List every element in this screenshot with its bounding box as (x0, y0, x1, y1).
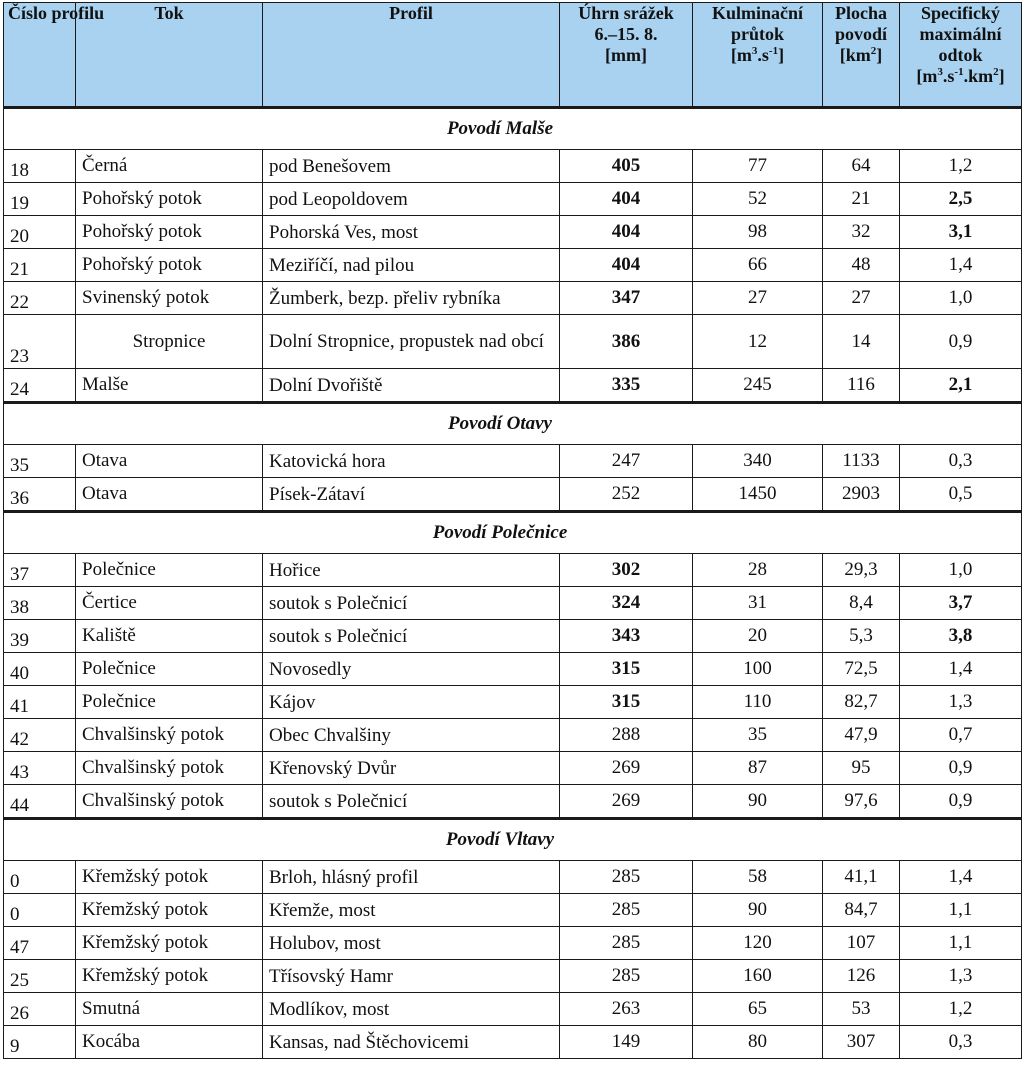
precipitation-cell: 404 (560, 216, 693, 249)
precipitation-cell: 386 (560, 315, 693, 369)
profile-cell: Pohorská Ves, most (263, 216, 560, 249)
table-row (4, 150, 1022, 183)
specific-runoff-cell: 1,1 (900, 894, 1022, 927)
catchment-area-cell: 2903 (823, 478, 900, 512)
peak-discharge-cell: 340 (693, 445, 823, 478)
specific-runoff-cell: 1,4 (900, 653, 1022, 686)
table-row (4, 282, 1022, 315)
peak-discharge-cell: 35 (693, 719, 823, 752)
stream-cell: Pohořský potok (76, 249, 263, 282)
profile-number-cell: 22 (4, 282, 76, 315)
profile-number-cell: 41 (4, 686, 76, 719)
profile-cell: Brloh, hlásný profil (263, 861, 560, 894)
profile-number-cell: 44 (4, 785, 76, 819)
stream-cell: Čertice (76, 587, 263, 620)
peak-discharge-cell: 98 (693, 216, 823, 249)
precipitation-cell: 405 (560, 150, 693, 183)
catchment-area-cell: 116 (823, 369, 900, 403)
table-row (4, 369, 1022, 403)
precipitation-cell: 269 (560, 752, 693, 785)
catchment-area-cell: 95 (823, 752, 900, 785)
specific-runoff-cell: 0,9 (900, 752, 1022, 785)
table-row (4, 587, 1022, 620)
peak-discharge-cell: 52 (693, 183, 823, 216)
precipitation-cell: 343 (560, 620, 693, 653)
section-title: Povodí Malše (446, 118, 554, 139)
specific-runoff-cell: 0,9 (900, 785, 1022, 819)
stream-cell: Pohořský potok (76, 183, 263, 216)
stream-cell: Křemžský potok (76, 960, 263, 993)
section-row (4, 403, 1022, 445)
header-plocha: Plocha povodí $[km^2]$ (823, 3, 900, 108)
profile-number-cell: 23 (4, 315, 76, 369)
profile-number-cell: 24 (4, 369, 76, 403)
table-row (4, 445, 1022, 478)
profile-number-cell: 38 (4, 587, 76, 620)
header-cislo: Číslo profilu (4, 3, 76, 108)
section-title-cell (4, 819, 1022, 861)
specific-runoff-cell: 0,5 (900, 478, 1022, 512)
profile-cell: Modlíkov, most (263, 993, 560, 1026)
table-row (4, 554, 1022, 587)
peak-discharge-cell: 100 (693, 653, 823, 686)
profile-cell: Obec Chvalšiny (263, 719, 560, 752)
section-title: Povodí Vltavy (445, 829, 555, 850)
precipitation-cell: 285 (560, 861, 693, 894)
table-row (4, 927, 1022, 960)
catchment-area-cell: 41,1 (823, 861, 900, 894)
peak-discharge-cell: 90 (693, 785, 823, 819)
profile-cell: Novosedly (263, 653, 560, 686)
precipitation-cell: 285 (560, 960, 693, 993)
precipitation-cell: 252 (560, 478, 693, 512)
peak-discharge-cell: 80 (693, 1026, 823, 1059)
precipitation-cell: 247 (560, 445, 693, 478)
catchment-area-cell: 72,5 (823, 653, 900, 686)
catchment-area-cell: 47,9 (823, 719, 900, 752)
profile-number-cell: 39 (4, 620, 76, 653)
profile-number-cell: 35 (4, 445, 76, 478)
catchment-area-cell: 64 (823, 150, 900, 183)
section-title-cell (4, 512, 1022, 554)
stream-cell: Stropnice (76, 315, 263, 369)
profile-number-cell: 18 (4, 150, 76, 183)
profile-cell: pod Leopoldovem (263, 183, 560, 216)
table-row (4, 785, 1022, 819)
specific-runoff-cell: 0,9 (900, 315, 1022, 369)
peak-discharge-cell: 90 (693, 894, 823, 927)
profile-number-cell: 26 (4, 993, 76, 1026)
peak-discharge-cell: 77 (693, 150, 823, 183)
precipitation-cell: 285 (560, 927, 693, 960)
profile-cell: Třísovský Hamr (263, 960, 560, 993)
profile-number-cell: 36 (4, 478, 76, 512)
precipitation-cell: 324 (560, 587, 693, 620)
catchment-area-cell: 107 (823, 927, 900, 960)
stream-cell: Svinenský potok (76, 282, 263, 315)
peak-discharge-cell: 27 (693, 282, 823, 315)
profile-number-cell: 25 (4, 960, 76, 993)
header-row (4, 3, 1022, 108)
stream-cell: Otava (76, 478, 263, 512)
profile-cell: soutok s Polečnicí (263, 620, 560, 653)
profile-number-cell: 19 (4, 183, 76, 216)
specific-runoff-cell: 3,1 (900, 216, 1022, 249)
precipitation-cell: 285 (560, 894, 693, 927)
profile-cell: pod Benešovem (263, 150, 560, 183)
table-row (4, 249, 1022, 282)
profile-number-cell: 9 (4, 1026, 76, 1059)
specific-runoff-cell: 3,8 (900, 620, 1022, 653)
stream-cell: Otava (76, 445, 263, 478)
table-row (4, 653, 1022, 686)
table-row (4, 993, 1022, 1026)
specific-runoff-cell: 0,3 (900, 445, 1022, 478)
precipitation-cell: 149 (560, 1026, 693, 1059)
profile-cell: Křemže, most (263, 894, 560, 927)
precipitation-cell: 335 (560, 369, 693, 403)
profile-cell: Hořice (263, 554, 560, 587)
table-row (4, 960, 1022, 993)
stream-cell: Chvalšinský potok (76, 785, 263, 819)
header-uhrn: Úhrn srážek 6.–15. 8. [mm] (560, 3, 693, 108)
catchment-area-cell: 1133 (823, 445, 900, 478)
catchment-area-cell: 14 (823, 315, 900, 369)
section-title: Povodí Otavy (448, 413, 552, 434)
catchment-area-cell: 8,4 (823, 587, 900, 620)
catchment-area-cell: 21 (823, 183, 900, 216)
peak-discharge-cell: 28 (693, 554, 823, 587)
profile-number-cell: 42 (4, 719, 76, 752)
catchment-area-cell: 84,7 (823, 894, 900, 927)
header-tok: Tok (76, 3, 263, 108)
precipitation-cell: 263 (560, 993, 693, 1026)
table-row (4, 620, 1022, 653)
precipitation-cell: 404 (560, 183, 693, 216)
profile-cell: Křenovský Dvůr (263, 752, 560, 785)
catchment-area-cell: 97,6 (823, 785, 900, 819)
precipitation-cell: 269 (560, 785, 693, 819)
profile-cell: Kájov (263, 686, 560, 719)
stream-cell: Křemžský potok (76, 927, 263, 960)
profile-cell: soutok s Polečnicí (263, 785, 560, 819)
stream-cell: Smutná (76, 993, 263, 1026)
table-row (4, 1026, 1022, 1059)
profile-cell: Dolní Stropnice, propustek nad obcí (263, 315, 560, 369)
stream-cell: Polečnice (76, 554, 263, 587)
profile-cell: Dolní Dvořiště (263, 369, 560, 403)
profile-number-cell: 0 (4, 861, 76, 894)
specific-runoff-cell: 1,3 (900, 686, 1022, 719)
specific-runoff-cell: 1,2 (900, 993, 1022, 1026)
stream-cell: Kaliště (76, 620, 263, 653)
catchment-area-cell: 32 (823, 216, 900, 249)
table-row (4, 183, 1022, 216)
catchment-area-cell: 29,3 (823, 554, 900, 587)
table-row (4, 719, 1022, 752)
peak-discharge-cell: 20 (693, 620, 823, 653)
section-title-cell (4, 403, 1022, 445)
precipitation-cell: 315 (560, 686, 693, 719)
specific-runoff-cell: 3,7 (900, 587, 1022, 620)
peak-discharge-cell: 1450 (693, 478, 823, 512)
specific-runoff-cell: 1,3 (900, 960, 1022, 993)
profile-cell: Holubov, most (263, 927, 560, 960)
precipitation-cell: 288 (560, 719, 693, 752)
specific-runoff-cell: 1,1 (900, 927, 1022, 960)
specific-runoff-cell: 2,1 (900, 369, 1022, 403)
table-row (4, 752, 1022, 785)
catchment-area-cell: 48 (823, 249, 900, 282)
profile-number-cell: 20 (4, 216, 76, 249)
specific-runoff-cell: 1,2 (900, 150, 1022, 183)
specific-runoff-cell: 0,7 (900, 719, 1022, 752)
stream-cell: Kocába (76, 1026, 263, 1059)
precipitation-cell: 302 (560, 554, 693, 587)
stream-cell: Pohořský potok (76, 216, 263, 249)
table-body (4, 108, 1022, 1059)
table-row (4, 861, 1022, 894)
catchment-area-cell: 27 (823, 282, 900, 315)
table-row (4, 216, 1022, 249)
stream-cell: Polečnice (76, 686, 263, 719)
specific-runoff-cell: 0,3 (900, 1026, 1022, 1059)
profile-cell: Katovická hora (263, 445, 560, 478)
catchment-area-cell: 82,7 (823, 686, 900, 719)
peak-discharge-cell: 31 (693, 587, 823, 620)
profile-number-cell: 21 (4, 249, 76, 282)
stream-cell: Křemžský potok (76, 861, 263, 894)
section-row (4, 819, 1022, 861)
section-row (4, 108, 1022, 150)
peak-discharge-cell: 66 (693, 249, 823, 282)
catchment-area-cell: 5,3 (823, 620, 900, 653)
peak-discharge-cell: 245 (693, 369, 823, 403)
catchment-area-cell: 307 (823, 1026, 900, 1059)
profile-cell: Meziříčí, nad pilou (263, 249, 560, 282)
stream-cell: Křemžský potok (76, 894, 263, 927)
peak-discharge-cell: 110 (693, 686, 823, 719)
profile-number-cell: 47 (4, 927, 76, 960)
profile-number-cell: 40 (4, 653, 76, 686)
specific-runoff-cell: 1,4 (900, 249, 1022, 282)
profile-cell: Písek-Zátaví (263, 478, 560, 512)
peak-discharge-cell: 87 (693, 752, 823, 785)
specific-runoff-cell: 1,0 (900, 282, 1022, 315)
header-odtok: Specifický maximální odtok $[m^3.s^{-1}.km^2]$ (900, 3, 1022, 108)
table-row (4, 686, 1022, 719)
profile-number-cell: 0 (4, 894, 76, 927)
peak-discharge-cell: 58 (693, 861, 823, 894)
stream-cell: Chvalšinský potok (76, 719, 263, 752)
precipitation-cell: 404 (560, 249, 693, 282)
peak-discharge-cell: 160 (693, 960, 823, 993)
table-row (4, 894, 1022, 927)
header-profil: Profil (263, 3, 560, 108)
stream-cell: Polečnice (76, 653, 263, 686)
profile-cell: Žumberk, bezp. přeliv rybníka (263, 282, 560, 315)
profile-cell: soutok s Polečnicí (263, 587, 560, 620)
profile-cell: Kansas, nad Štěchovicemi (263, 1026, 560, 1059)
stream-cell: Malše (76, 369, 263, 403)
precipitation-cell: 347 (560, 282, 693, 315)
discharge-table (3, 2, 1022, 1059)
catchment-area-cell: 126 (823, 960, 900, 993)
table-row (4, 315, 1022, 369)
catchment-area-cell: 53 (823, 993, 900, 1026)
peak-discharge-cell: 120 (693, 927, 823, 960)
section-row (4, 512, 1022, 554)
precipitation-cell: 315 (560, 653, 693, 686)
peak-discharge-cell: 65 (693, 993, 823, 1026)
header-prutok: Kulminační průtok $[m^3.s^{-1}]$ (693, 3, 823, 108)
specific-runoff-cell: 2,5 (900, 183, 1022, 216)
stream-cell: Černá (76, 150, 263, 183)
specific-runoff-cell: 1,4 (900, 861, 1022, 894)
profile-number-cell: 43 (4, 752, 76, 785)
peak-discharge-cell: 12 (693, 315, 823, 369)
profile-number-cell: 37 (4, 554, 76, 587)
table-row (4, 478, 1022, 512)
section-title-cell (4, 108, 1022, 150)
section-title: Povodí Polečnice (432, 522, 568, 543)
stream-cell: Chvalšinský potok (76, 752, 263, 785)
specific-runoff-cell: 1,0 (900, 554, 1022, 587)
